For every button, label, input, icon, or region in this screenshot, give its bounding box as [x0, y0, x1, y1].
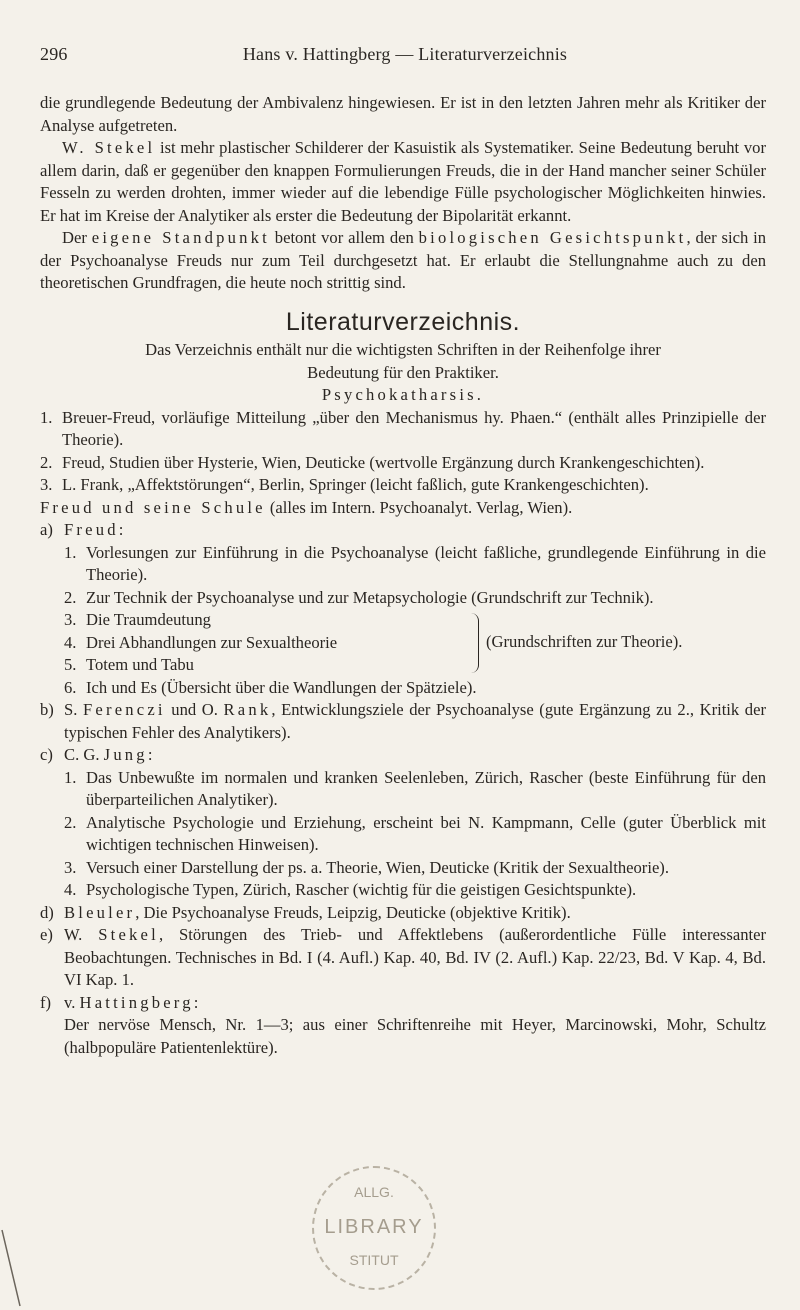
- page-body: [40, 92, 766, 1059]
- item-number: 4.: [64, 880, 77, 899]
- katharsis-list: [40, 407, 766, 497]
- item-number: 1.: [64, 767, 77, 787]
- item-text: Breuer-Freud, vorläufige Mitteilung „über den Mechanismus hy. Phaen.“ (enthält alles Prinzipielle der Theorie).: [62, 407, 766, 449]
- list-item-f: [40, 992, 766, 1015]
- spaced-term: Freud und seine Schule: [40, 497, 266, 517]
- right-brace: [468, 613, 479, 673]
- item-text: , Die Psychoanalyse Freuds, Leipzig, Deuticke (objektive Kritik).: [135, 902, 571, 922]
- list-item: [40, 879, 766, 902]
- item-text: S.: [64, 700, 83, 719]
- author-name: Hattingberg: [79, 992, 194, 1012]
- item-text: Versuch einer Darstellung der ps. a. Theorie, Wien, Deuticke (Kritik der Sexualtheorie).: [86, 857, 669, 877]
- author-name: Ferenczi: [82, 700, 166, 719]
- item-text: Totem und Tabu: [86, 655, 194, 674]
- spaced-term: eigene Standpunkt: [91, 228, 270, 247]
- brace-note: (Grundschriften zur Theorie).: [486, 632, 683, 651]
- section-subtitle: Psychokatharsis.: [321, 385, 485, 404]
- paragraph-text: Der: [62, 228, 92, 247]
- item-text: Ich und Es (Übersicht über die Wandlungen der Spätziele).: [86, 677, 477, 697]
- item-number: 4.: [64, 632, 77, 652]
- item-text: Vorlesungen zur Einführung in die Psychoanalyse (leicht faßliche, grundlegende Einführung in die Theorie).: [86, 542, 766, 584]
- item-text: C. G.: [64, 745, 104, 764]
- intro-paragraph-2: [40, 137, 766, 227]
- list-item: [40, 812, 766, 857]
- section-note: Das Verzeichnis enthält nur die wichtigsten Schriften in der Reihenfolge ihrer Bedeutung für den Praktiker.: [145, 340, 661, 382]
- item-number: 5.: [64, 655, 77, 674]
- list-item: [40, 587, 766, 610]
- paragraph-text: (alles im Intern. Psychoanalyt. Verlag, Wien).: [265, 497, 573, 517]
- item-number: 6.: [64, 677, 77, 697]
- item-number: 1.: [64, 542, 77, 562]
- author-name: Stekel: [98, 925, 159, 944]
- item-number: 1.: [40, 407, 53, 427]
- item-label: f): [40, 992, 52, 1012]
- item-text: Zur Technik der Psychoanalyse und zur Metapsychologie (Grundschrift zur Technik).: [86, 587, 654, 607]
- list-item: [40, 654, 766, 677]
- item-text: Das Unbewußte im normalen und kranken Seelenleben, Zürich, Rascher (beste Einführung für den überparteilichen Analytiker).: [86, 767, 766, 809]
- library-stamp: [312, 1166, 436, 1290]
- author-name: W. Stekel: [62, 138, 156, 157]
- item-number: 2.: [64, 812, 77, 832]
- page-number: 296: [40, 44, 68, 64]
- paragraph-text: ist mehr plastischer Schilderer der Kasuistik als Systematiker. Seine Bedeutung beruht vor allem darin, daß er gegenüber den knappen Formulierungen Freuds, die in der Hand mancher seiner Schüler Fesseln zu werden drohten, immer wieder auf die lebendige Fülle psychologischer Möglichkeiten hinwies. Er hat im Kreise der Analytiker als erster die Bedeutung der Bipolarität erkannt.: [40, 138, 766, 225]
- item-text: Die Traumdeutung: [86, 610, 211, 629]
- stamp-text-main: LIBRARY: [324, 1216, 424, 1238]
- running-title: Hans v. Hattingberg — Literaturverzeichnis: [242, 44, 568, 64]
- item-label: b): [40, 700, 54, 719]
- intro-paragraph-1: die grundlegende Bedeutung der Ambivalenz hingewiesen. Er ist in den letzten Jahren mehr als Kritiker der Analyse aufgetreten.: [40, 93, 766, 135]
- item-label: e): [40, 925, 53, 944]
- item-label: c): [40, 745, 53, 764]
- item-number: 2.: [40, 452, 53, 472]
- author-name: Rank: [223, 700, 272, 719]
- item-text: Freud, Studien über Hysterie, Wien, Deuticke (wertvolle Ergänzung durch Krankengeschichten).: [62, 452, 705, 472]
- item-number: 3.: [40, 475, 53, 494]
- item-text: :: [193, 992, 199, 1012]
- school-heading: [40, 497, 766, 520]
- list-item: [40, 857, 766, 880]
- margin-mark: [0, 1226, 26, 1310]
- list-item: [40, 677, 766, 700]
- item-text: und O.: [165, 700, 224, 719]
- list-item-f-text: Der nervöse Mensch, Nr. 1—3; aus einer Schriftenreihe mit Heyer, Marcinowski, Mohr, Schultz (halbpopuläre Patientenlektüre).: [64, 1015, 766, 1057]
- paragraph-text: betont vor allem den: [269, 228, 419, 247]
- item-text: , Entwicklungsziele der Psychoanalyse (gute Ergänzung zu 2., Kritik der typischen Fehler des Analytikers).: [64, 700, 766, 742]
- stamp-text-bottom: STITUT: [349, 1252, 399, 1268]
- grouped-items: [40, 609, 766, 677]
- item-text: v.: [64, 992, 80, 1012]
- list-item-c: [40, 744, 766, 767]
- list-item-a: [40, 519, 766, 542]
- item-number: 3.: [64, 857, 77, 877]
- list-item: [40, 474, 766, 497]
- section-title: Literaturverzeichnis.: [285, 307, 521, 336]
- item-label: a): [40, 520, 53, 539]
- intro-paragraph-3: [40, 227, 766, 295]
- spaced-term: biologischen Gesichtspunkt: [418, 228, 687, 247]
- item-text: Analytische Psychologie und Erziehung, erscheint bei N. Kampmann, Celle (guter Überblick mit wichtigen technischen Hinweisen).: [86, 812, 766, 854]
- list-item: [40, 542, 766, 587]
- item-label: d): [40, 902, 54, 922]
- item-text: :: [147, 745, 153, 764]
- item-text: L. Frank, „Affektstörungen“, Berlin, Springer (leicht faßlich, gute Krankengeschichten).: [62, 475, 649, 494]
- item-number: 2.: [64, 587, 77, 607]
- item-number: 3.: [64, 610, 77, 629]
- list-item-e: [40, 924, 766, 992]
- list-item-b: [40, 699, 766, 744]
- author-name: Bleuler: [64, 902, 136, 922]
- list-item: [40, 407, 766, 452]
- list-item: [40, 767, 766, 812]
- paragraph-text: , der sich in der Psychoanalyse Freuds nur zum Teil durchgesetzt hat. Er erlaubt die Stellungnahme auch zu den theoretischen Grundfragen, die heute noch strittig sind.: [40, 228, 767, 292]
- stamp-text-top: ALLG.: [354, 1184, 394, 1200]
- list-item: [40, 452, 766, 475]
- item-text: , Störungen des Trieb- und Affektlebens (außerordentliche Fülle interessanter Beobachtungen. Technisches in Bd. I (4. Aufl.) Kap. 40, Bd. IV (2. Aufl.) Kap. 22/23, Bd. V Kap. 4, Bd. VI Kap. 1.: [64, 925, 766, 989]
- item-text: Drei Abhandlungen zur Sexualtheorie: [86, 632, 338, 652]
- list-item: [40, 609, 766, 632]
- item-text: Psychologische Typen, Zürich, Rascher (wichtig für die geistigen Gesichtspunkte).: [86, 880, 637, 899]
- author-name: Freud:: [64, 520, 127, 539]
- item-text: W.: [64, 925, 99, 944]
- author-name: Jung: [103, 745, 148, 764]
- list-item-d: [40, 902, 766, 925]
